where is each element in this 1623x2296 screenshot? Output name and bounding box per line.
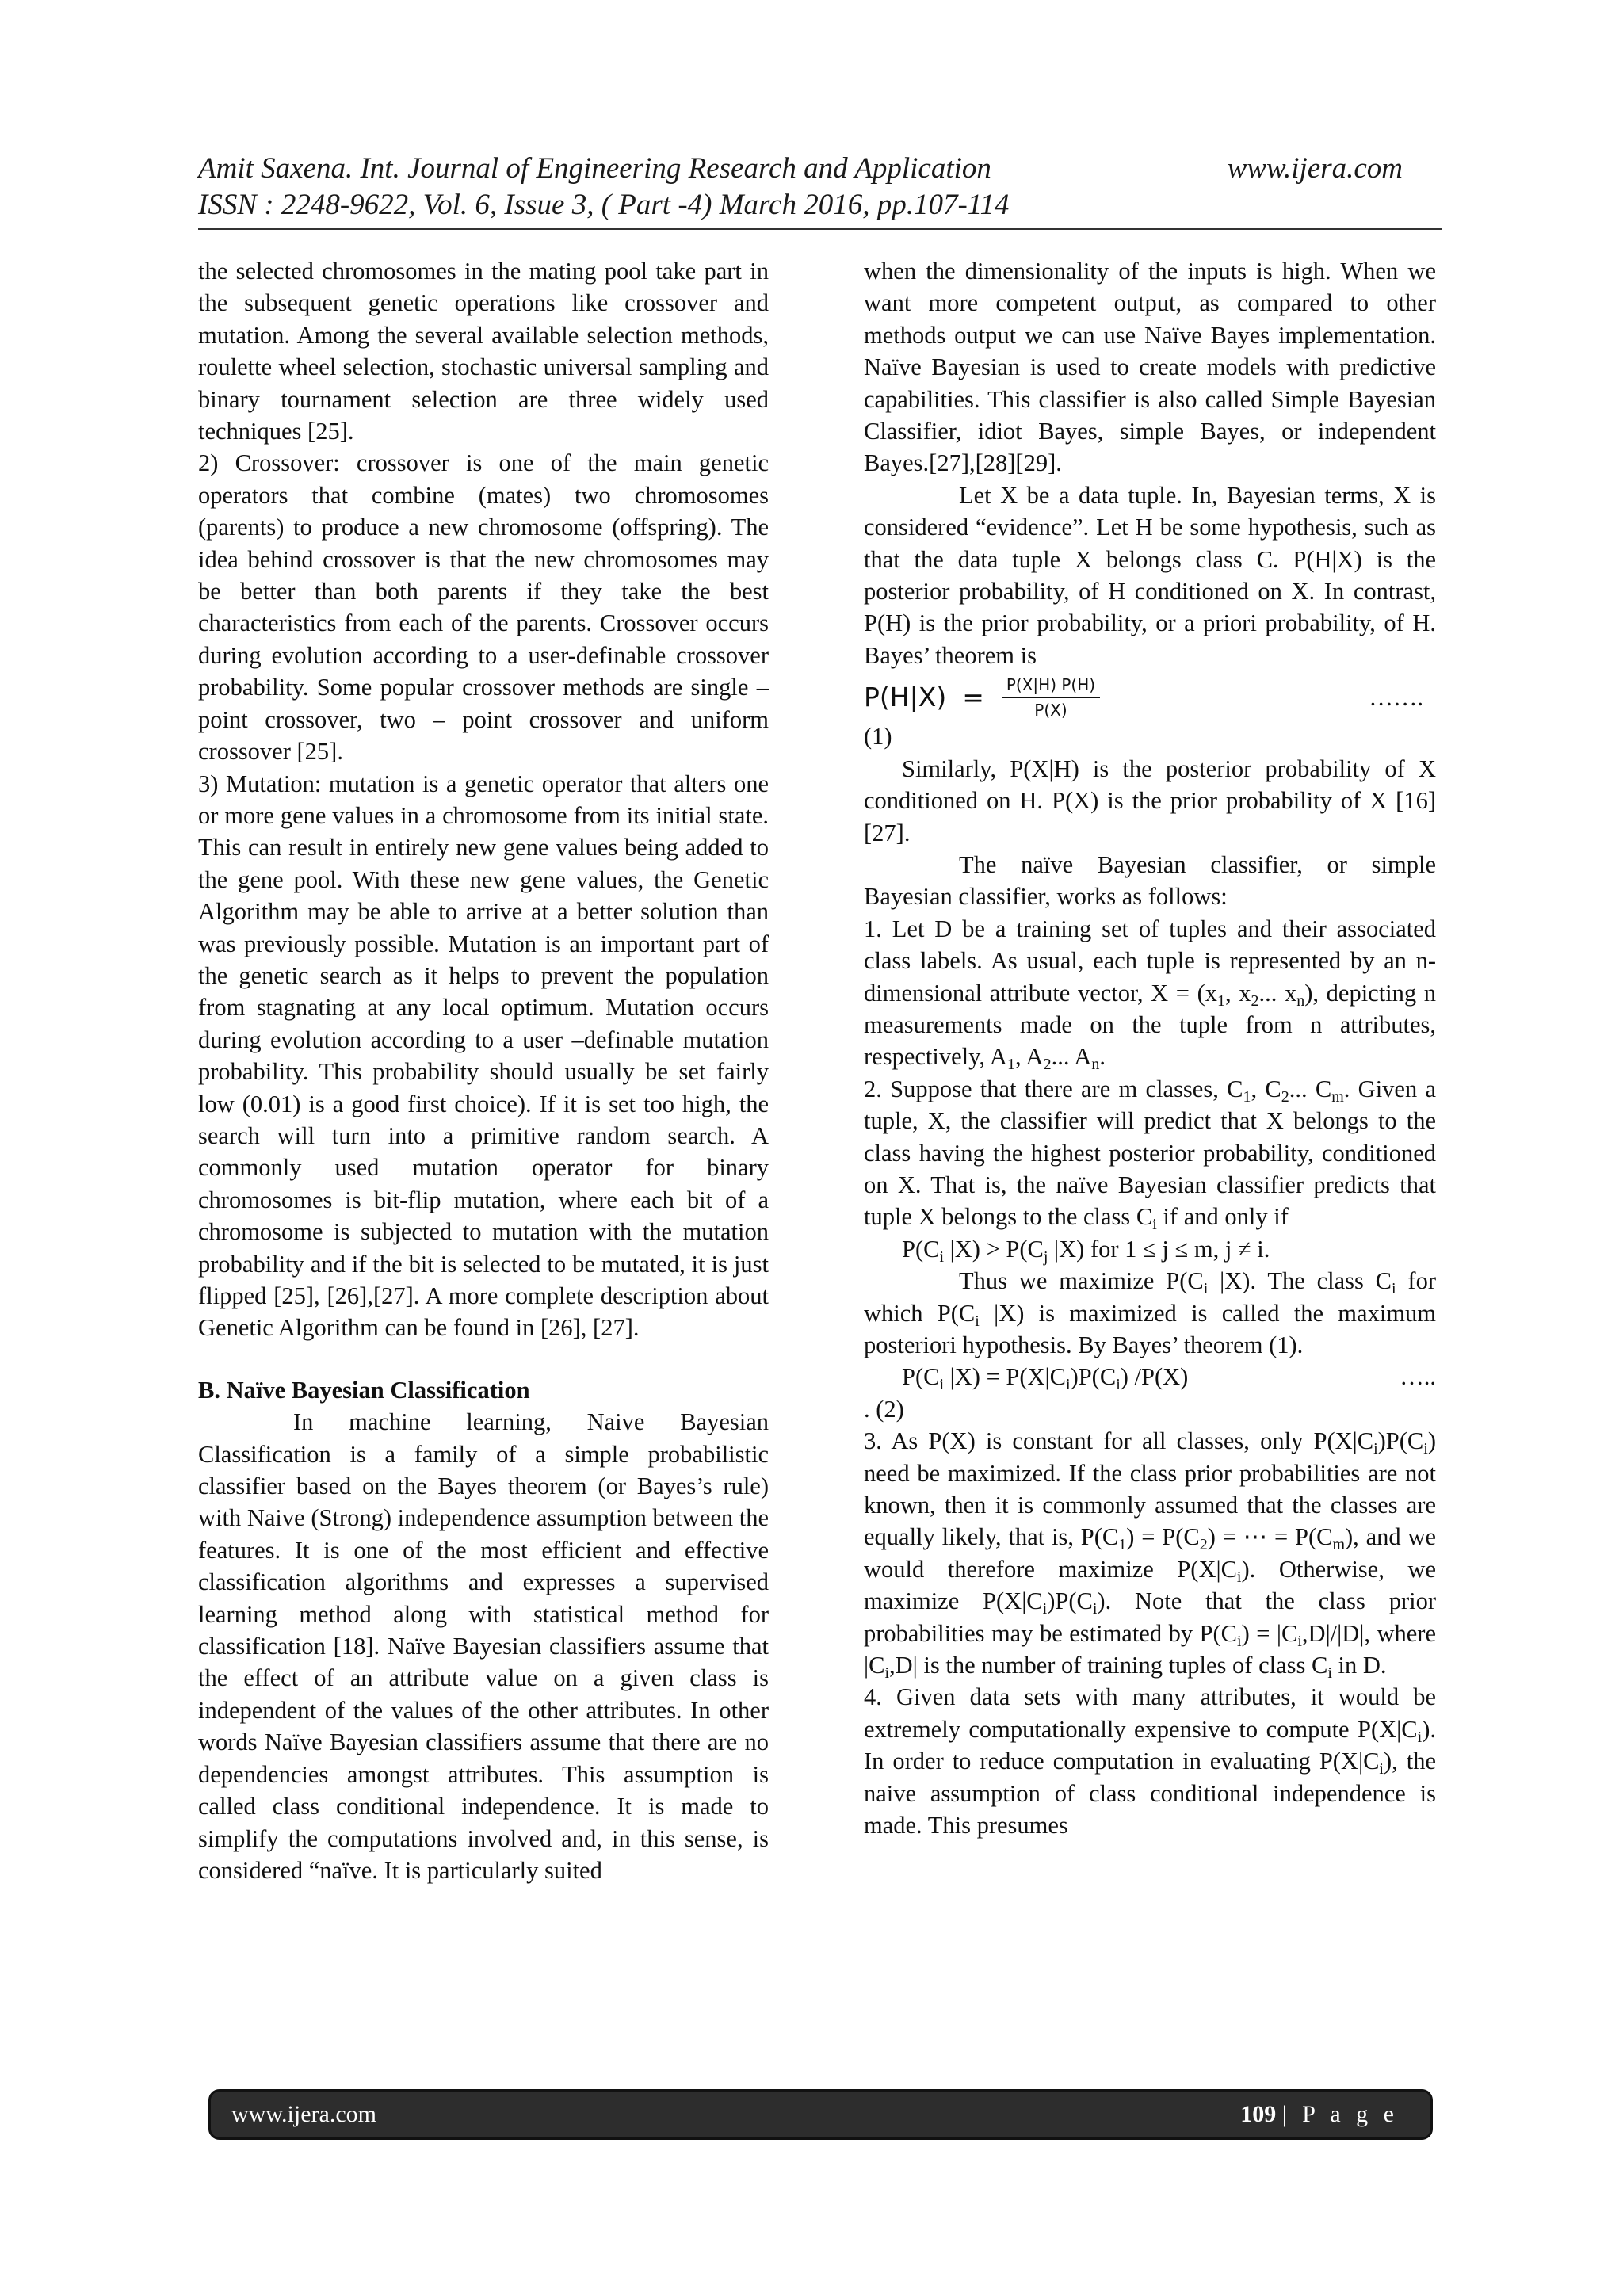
header-citation: Amit Saxena. Int. Journal of Engineering Research and Application (198, 152, 991, 185)
condition-line: $P(C_i$ $|X) > P(C_j$ |X) for 1 ≤ j ≤ m, j ≠ i. (902, 1235, 1270, 1266)
equation-dots: ….. (1400, 1363, 1436, 1391)
paragraph: when the dimensionality of the inputs is high. When we want more competent output, as compared to other methods output we can use Naïve Bayes implementation. Naïve Bayesian is used to create models with predictive capabilities. This classifier is also called Simple Bayesian Classifier, idiot Bayes, simple Bayes, or independent Bayes.[27],[28][29]. (864, 258, 1436, 477)
equation-lhs: P(H|X) (864, 682, 947, 713)
paragraph: Thus we maximize $P(C_i$ |X). The class $C_i$ for which $P(C_i$ |X) is maximized is called the maximum posteriori hypothesis. By Bayes’ theorem (1). (864, 1267, 1436, 1358)
paragraph: Similarly, P(X|H) is the posterior probability of X conditioned on H. P(X) is the prior probability of X [16][27]. (864, 755, 1436, 846)
right-column (864, 255, 1436, 1842)
running-header (198, 151, 1442, 223)
equation-2: $P(C_i$ $|X) = P(X|C_i)P(C_i)$ /P(X) ….. (864, 1361, 1436, 1392)
paragraph: The naïve Bayesian classifier, or simple Bayesian classifier, works as follows: (864, 850, 1436, 911)
footer-website[interactable]: www.ijera.com (231, 2101, 376, 2127)
section-heading: B. Naïve Bayesian Classification (198, 1376, 530, 1404)
spacer (198, 1344, 769, 1374)
equation-1 (864, 674, 1436, 720)
step-4: 4. Given data sets with many attributes, it would be extremely computationally expensive to compute $P(X|C_i)$. In order to reduce computation in evaluating $P(X|C_i)$, the naive assumption of class conditional independence is made. This presumes (864, 1683, 1437, 1839)
paragraph-crossover: 2) Crossover: crossover is one of the main genetic operators that combine (mates) two chromosomes (parents) to produce a new chromosome (offspring). The idea behind crossover is that the new chromosomes may be better than both parents if they take the best characteristics from each of the parents. Crossover occurs during evolution according to a user-definable crossover probability. Some popular crossover methods are single – point crossover, two – point crossover and uniform crossover [25]. (198, 449, 769, 766)
equation-dots: ……. (1369, 684, 1423, 712)
step-1: 1. Let D be a training set of tuples and their associated class labels. As usual, each tuple is represented by an n-dimensional attribute vector, $X = (x_1$, $x_2$... $x_n$), depicting n measurements made on the tuple from n attributes, respectively, $A_1$, $A_2$... $A_n$. (864, 915, 1437, 1074)
step-3: 3. As P(X) is constant for all classes, only $P(X|C_i)P(C_i)$ need be maximized. If the class prior probabilities are not known, then it is commonly assumed that the classes are equally likely, that is, $P(C_1) = P(C_2)$ = ⋯ = $P(C_m)$, and we would therefore maximize $P(X|C_i)$. Otherwise, we maximize $P(X|C_i)P(C_i)$. Note that the class prior probabilities may be estimated by $P(C_i) = |C_i,D|/|D|$, where $|C_i,D|$ is the number of training tuples of class $C_i$ in D. (864, 1427, 1437, 1683)
fraction-numerator: P(X|H) P(H) (1002, 674, 1100, 698)
fraction-denominator: P(X) (1034, 701, 1067, 720)
header-divider (198, 228, 1442, 230)
paragraph: Let X be a data tuple. In, Bayesian terms, X is considered “evidence”. Let H be some hypothesis, such as that the data tuple X belongs class C. P(H|X) is the posterior probability, of H conditioned on X. In contrast, P(H) is the prior probability, or a priori probability, of H. Bayes’ theorem is (864, 481, 1436, 669)
paragraph: In machine learning, Naive Bayesian Classification is a family of a simple probabilistic classifier based on the Bayes theorem (or Bayes’s rule) with Naive (Strong) independence assumption between the features. It is one of the most efficient and effective classification algorithms and expresses a supervised learning method along with statistical method for classification [18]. Naïve Bayesian classifiers assume that the effect of an attribute value on a given class is independent of the values of the other attributes. In other words Naïve Bayesian classifiers assume that there are no dependencies amongst attributes. This assumption is called class conditional independence. It is made to simplify the computations involved and, in this sense, is considered “naïve. It is particularly suited (198, 1408, 769, 1884)
page-number: 109 | P a g e (1240, 2101, 1399, 2127)
header-website: www.ijera.com (1227, 152, 1403, 185)
equation-equals: = (962, 682, 984, 713)
header-issn: ISSN : 2248-9622, Vol. 6, Issue 3, ( Part -4) March 2016, pp.107-114 (198, 189, 1010, 221)
step-2: 2. Suppose that there are m classes, $C_1$, $C_2$... $C_m$. Given a tuple, X, the classifier will predict that X belongs to the class having the highest posterior probability, conditioned on X. That is, the naïve Bayesian classifier predicts that tuple X belongs to the class $C_i$ if and only if (864, 1075, 1437, 1234)
equation-fraction (1002, 674, 1100, 720)
left-column (198, 255, 769, 1886)
page-footer (208, 2089, 1433, 2140)
equation-number: (1) (864, 723, 892, 751)
paragraph: the selected chromosomes in the mating pool take part in the subsequent genetic operations like crossover and mutation. Among the several available selection methods, roulette wheel selection, stochastic universal sampling and binary tournament selection are three widely used techniques [25]. (198, 258, 769, 445)
paragraph-mutation: 3) Mutation: mutation is a genetic operator that alters one or more gene values in a chromosome from its initial state. This can result in entirely new gene values being added to the gene pool. With these new gene values, the Genetic Algorithm may be able to arrive at a better solution than was previously possible. Mutation is an important part of the genetic search as it helps to prevent the population from stagnating at any local optimum. Mutation occurs during evolution according to a user –definable mutation probability. This probability should usually be set fairly low (0.01) is a good first choice). If it is set too high, the search will turn into a primitive random search. A commonly used mutation operator for binary chromosomes is bit-flip mutation, where each bit of a chromosome is subjected to mutation with the mutation probability and if the bit is selected to be mutated, it is just flipped [25], [26],[27]. A more complete description about Genetic Algorithm can be found in [26], [27]. (198, 770, 769, 1342)
equation-number: . (2) (864, 1395, 904, 1423)
